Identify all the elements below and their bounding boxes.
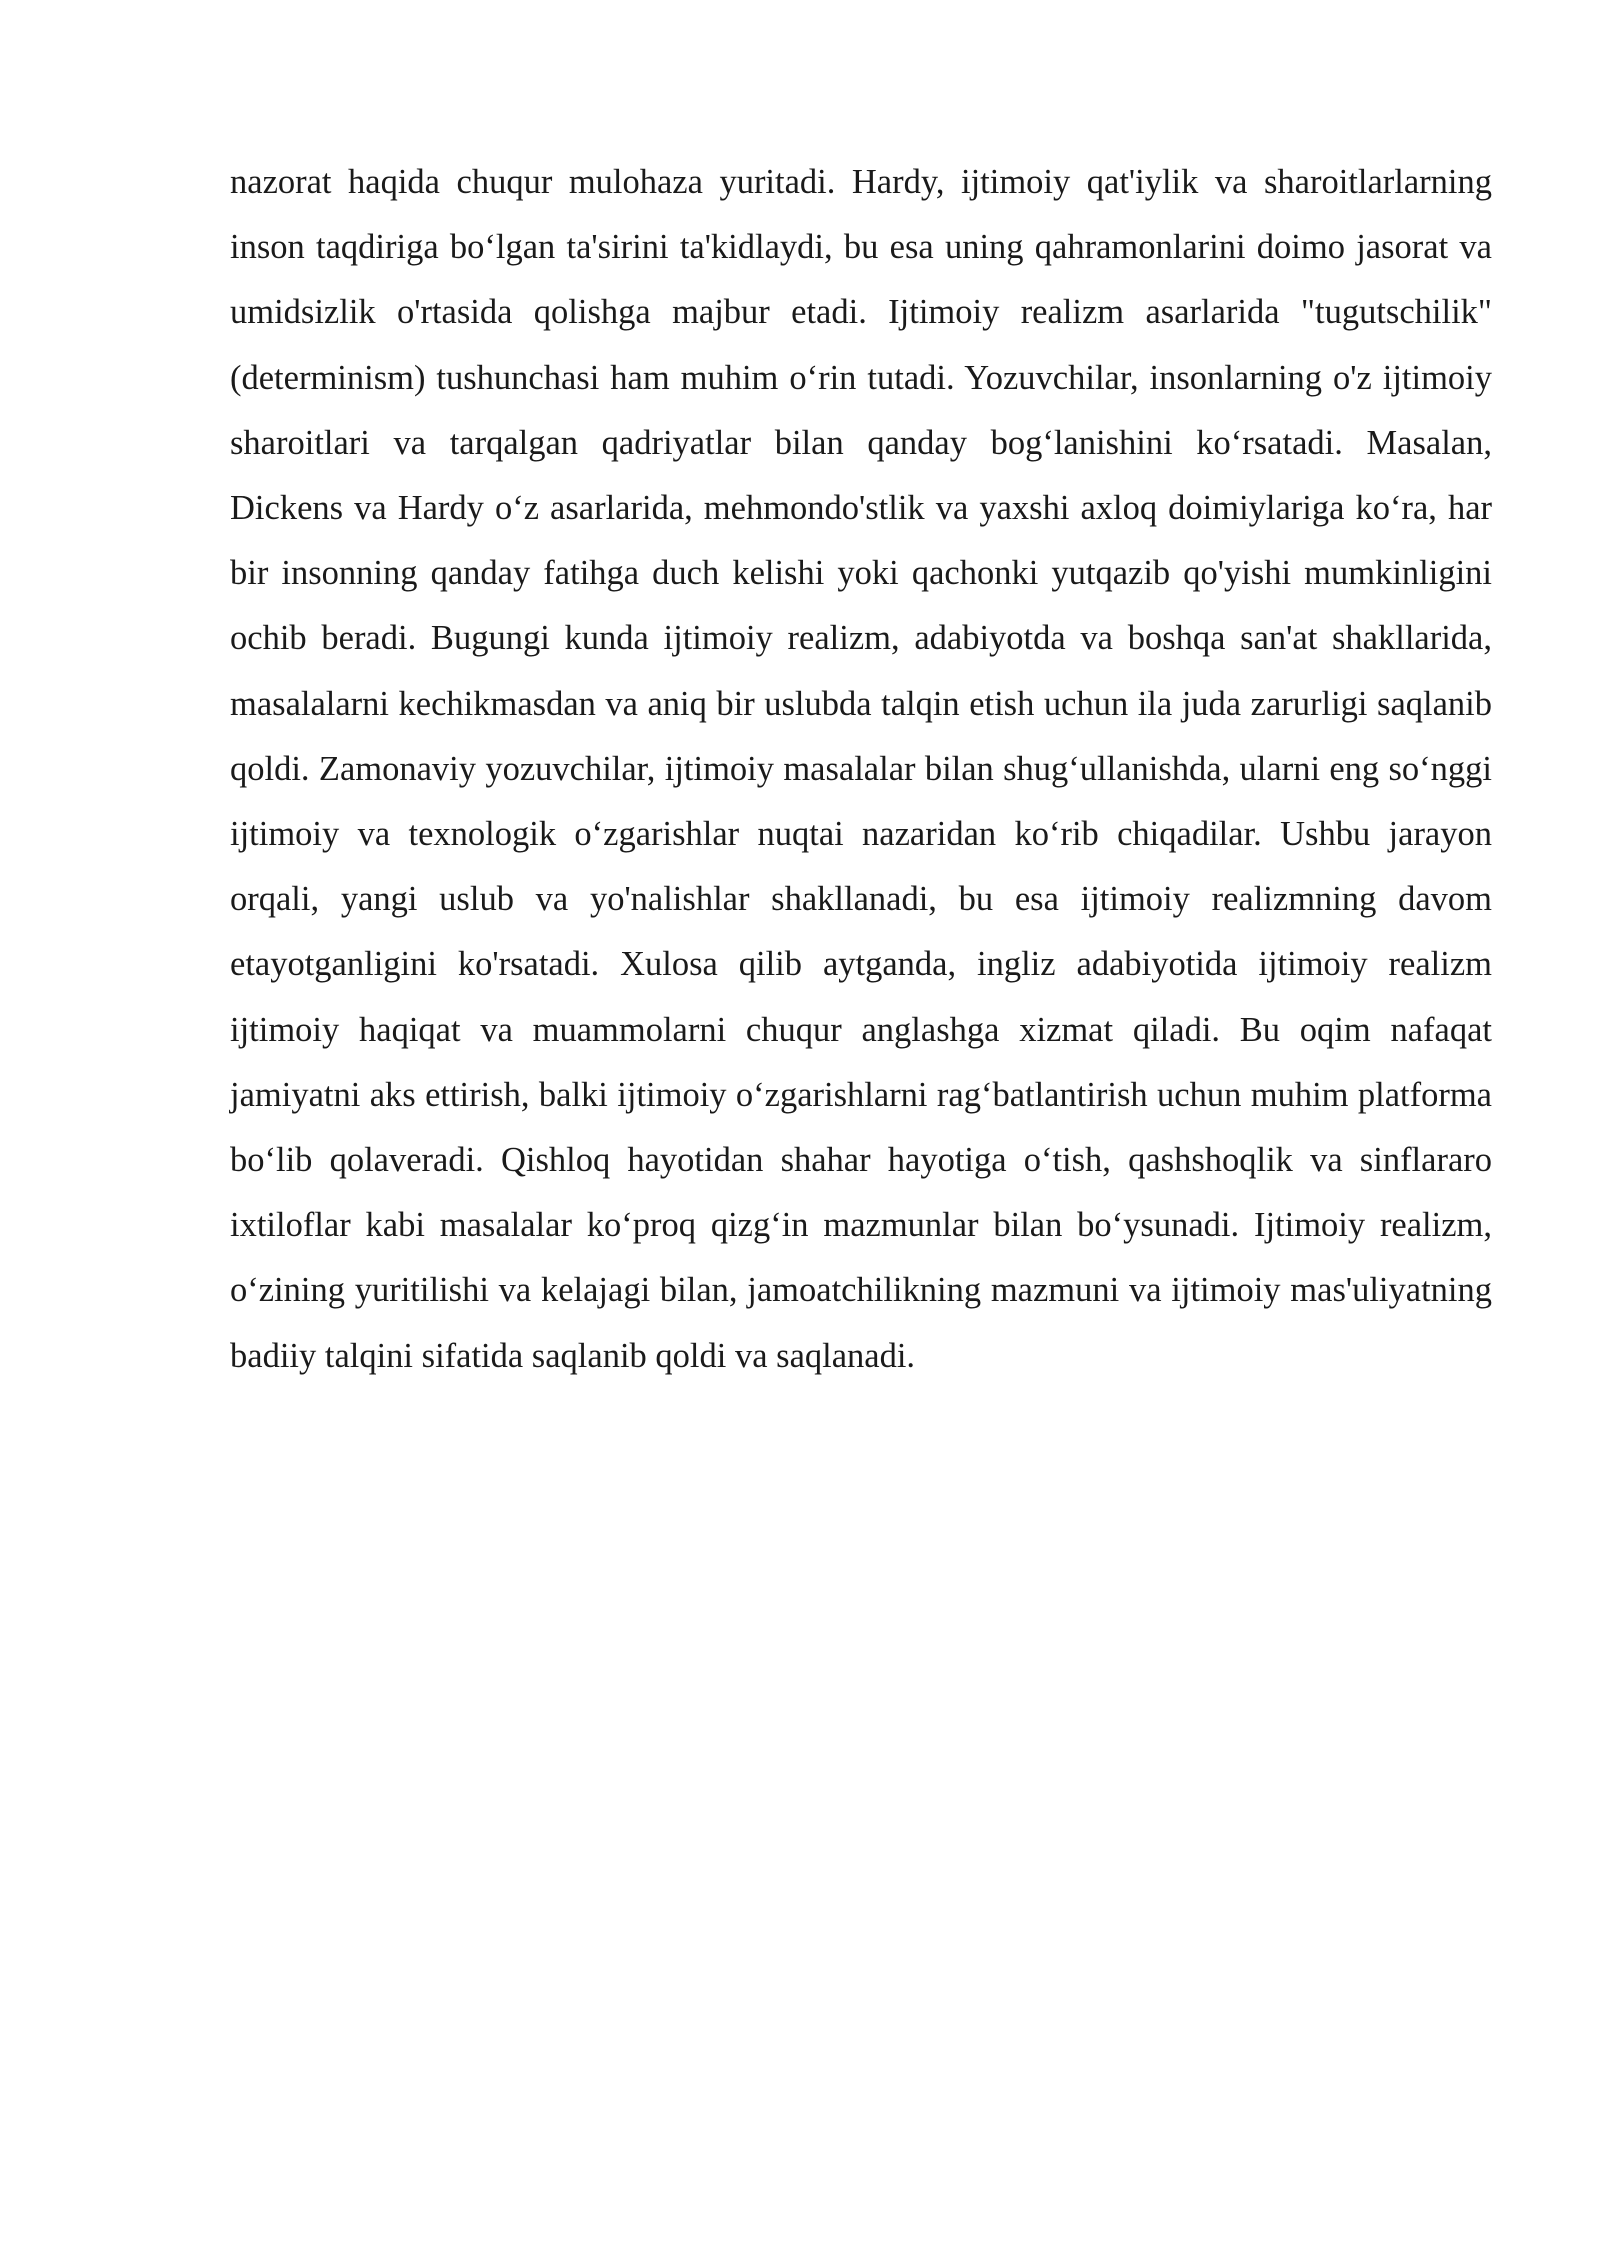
body-paragraph: nazorat haqida chuqur mulohaza yuritadi. Hardy, ijtimoiy qat'iylik va sharoitlarlarning inson taqdiriga bo‘lgan ta'sirini ta'kidlaydi, bu esa uning qahramonlarini doimo jasorat va umidsizlik o'rtasida qolishga majbur etadi. Ijtimoiy realizm asarlarida "tugutschilik" (determinism) tushunchasi ham muhim o‘rin tutadi. Yozuvchilar, insonlarning o'z ijtimoiy sharoitlari va tarqalgan qadriyatlar bilan qanday bog‘lanishini ko‘rsatadi. Masalan, Dickens va Hardy o‘z asarlarida, mehmondo'stlik va yaxshi axloq doimiylariga ko‘ra, har bir insonning qanday fatihga duch kelishi yoki qachonki yutqazib qo'yishi mumkinligini ochib beradi. Bugungi kunda ijtimoiy realizm, adabiyotda va boshqa san'at shakllarida, masalalarni kechikmasdan va aniq bir uslubda talqin etish uchun ila juda zarurligi saqlanib qoldi. Zamonaviy yozuvchilar, ijtimoiy masalalar bilan shug‘ullanishda, ularni eng so‘nggi ijtimoiy va texnologik o‘zgarishlar nuqtai nazaridan ko‘rib chiqadilar. Ushbu jarayon orqali, yangi uslub va yo'nalishlar shakllanadi, bu esa ijtimoiy realizmning davom etayotganligini ko'rsatadi. Xulosa qilib aytganda, ingliz adabiyotida ijtimoiy realizm ijtimoiy haqiqat va muammolarni chuqur anglashga xizmat qiladi. Bu oqim nafaqat jamiyatni aks ettirish, balki ijtimoiy o‘zgarishlarni rag‘batlantirish uchun muhim platforma bo‘lib qolaveradi. Qishloq hayotidan shahar hayotiga o‘tish, qashshoqlik va sinflararo ixtiloflar kabi masalalar ko‘proq qizg‘in mazmunlar bilan bo‘ysunadi. Ijtimoiy realizm, o‘zining yuritilishi va kelajagi bilan, jamoatchilikning mazmuni va ijtimoiy mas'uliyatning badiiy talqini sifatida saqlanib qoldi va saqlanadi. [230, 163, 1492, 1375]
